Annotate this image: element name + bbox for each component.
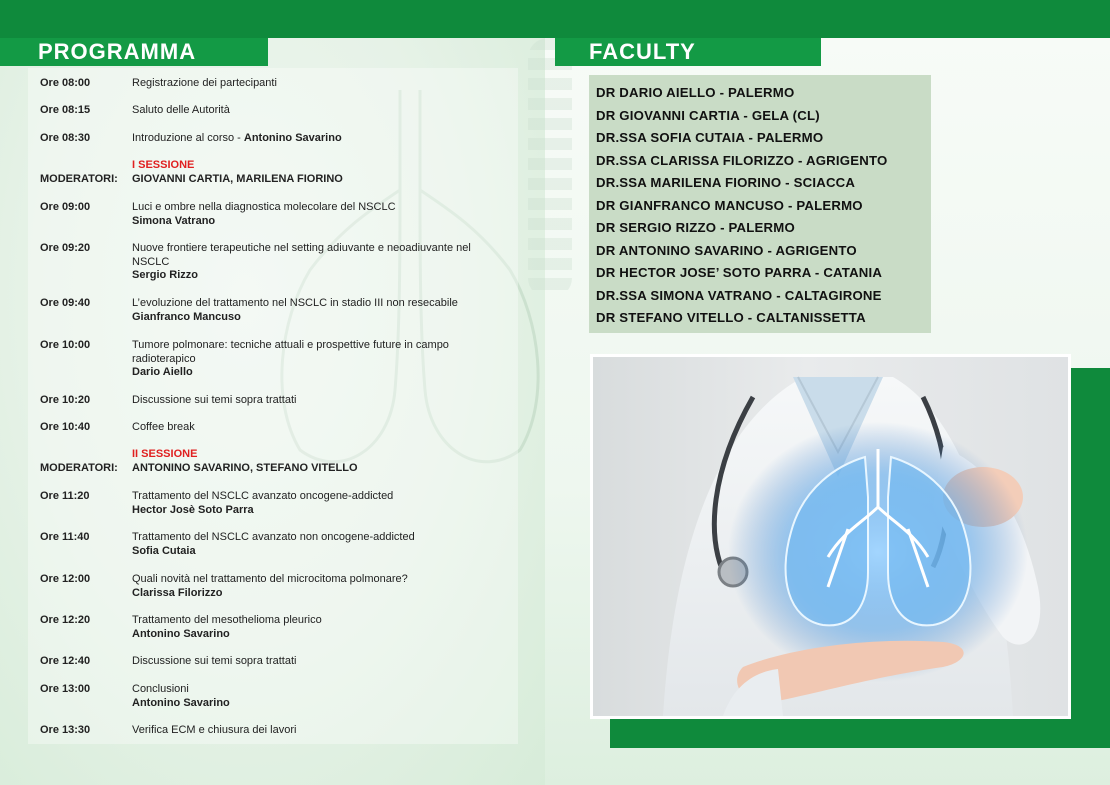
agenda-item	[132, 490, 502, 517]
agenda-time: Ore 10:00	[40, 339, 91, 351]
faculty-member: DR GIANFRANCO MANCUSO - PALERMO	[596, 197, 863, 213]
agenda-speaker: Antonino Savarino	[132, 627, 230, 640]
session-block	[132, 159, 502, 173]
agenda-speaker: Clarissa Filorizzo	[132, 586, 223, 599]
agenda-speaker: Sofia Cutaia	[132, 544, 196, 557]
agenda-speaker: Simona Vatrano	[132, 214, 216, 227]
agenda-item	[132, 297, 502, 324]
moderators-names: GIOVANNI CARTIA, MARILENA FIORINO	[132, 173, 343, 185]
agenda-item	[132, 242, 502, 283]
faculty-member: DR ANTONINO SAVARINO - AGRIGENTO	[596, 242, 857, 258]
faculty-member: DR.SSA CLARISSA FILORIZZO - AGRIGENTO	[596, 152, 888, 168]
doctor-lungs-photo	[590, 354, 1071, 719]
top-green-band	[0, 0, 1110, 38]
faculty-list	[589, 75, 931, 330]
agenda-time: Ore 08:00	[40, 77, 91, 89]
agenda-item	[132, 573, 502, 600]
agenda-text: Conclusioni	[132, 683, 189, 695]
agenda-text: Quali novità nel trattamento del microcitoma polmonare?	[132, 573, 408, 585]
doctor-holding-lungs-icon	[593, 357, 1068, 716]
agenda-time: Ore 09:20	[40, 242, 91, 254]
agenda-time: Ore 08:30	[40, 132, 91, 144]
agenda-text: Coffee break	[132, 421, 195, 433]
agenda-time: Ore 10:40	[40, 421, 91, 433]
faculty-panel	[589, 75, 931, 333]
agenda-text: Introduzione al corso -	[132, 132, 244, 144]
faculty-member: DR.SSA SOFIA CUTAIA - PALERMO	[596, 130, 824, 145]
agenda-text-with-speaker	[132, 132, 502, 146]
agenda-text: Luci e ombre nella diagnostica molecolare del NSCLC	[132, 201, 396, 213]
programma-title: PROGRAMMA	[0, 38, 268, 66]
agenda-text: Registrazione dei partecipanti	[132, 77, 277, 89]
agenda-speaker: Hector Josè Soto Parra	[132, 503, 254, 516]
faculty-member: DR.SSA SIMONA VATRANO - CALTAGIRONE	[596, 287, 882, 303]
agenda-time: Ore 12:00	[40, 573, 91, 585]
agenda-time: Ore 13:00	[40, 683, 91, 695]
agenda-item	[132, 339, 502, 380]
faculty-member: DR HECTOR JOSE’ SOTO PARRA - CATANIA	[596, 265, 883, 280]
agenda-item	[132, 201, 502, 228]
agenda-text: Saluto delle Autorità	[132, 104, 230, 116]
agenda-speaker: Antonino Savarino	[132, 696, 230, 709]
agenda-text: Nuove frontiere terapeutiche nel setting adiuvante e neoadiuvante nel NSCLC	[132, 242, 471, 268]
moderators-names: ANTONINO SAVARINO, STEFANO VITELLO	[132, 462, 358, 474]
faculty-member: DR DARIO AIELLO - PALERMO	[596, 85, 795, 100]
faculty-member: DR STEFANO VITELLO - CALTANISSETTA	[596, 310, 866, 325]
agenda-speaker: Antonino Savarino	[243, 132, 342, 144]
agenda-text: Tumore polmonare: tecniche attuali e prospettive future in campo radioterapico	[132, 339, 449, 365]
faculty-member: DR.SSA MARILENA FIORINO - SCIACCA	[596, 175, 856, 190]
moderators-label: MODERATORI:	[40, 462, 118, 474]
agenda-text: Verifica ECM e chiusura dei lavori	[132, 724, 297, 736]
session-label: I SESSIONE	[132, 159, 195, 171]
agenda-speaker: Dario Aiello	[132, 366, 193, 378]
session-block	[132, 448, 502, 462]
agenda-time: Ore 11:40	[40, 531, 90, 543]
agenda-text: Trattamento del mesothelioma pleurico	[132, 614, 322, 626]
agenda-text: Discussione sui temi sopra trattati	[132, 655, 297, 667]
agenda-time: Ore 09:40	[40, 297, 91, 309]
agenda-text: Discussione sui temi sopra trattati	[132, 394, 297, 406]
agenda-time: Ore 08:15	[40, 104, 91, 116]
faculty-title: FACULTY	[555, 38, 821, 66]
agenda-text: Trattamento del NSCLC avanzato non oncogene-addicted	[132, 531, 415, 543]
session-label: II SESSIONE	[132, 448, 198, 460]
agenda-item	[132, 614, 502, 641]
faculty-member: DR SERGIO RIZZO - PALERMO	[596, 220, 795, 235]
faculty-member: DR GIOVANNI CARTIA - GELA (CL)	[596, 107, 820, 123]
agenda-item	[132, 531, 502, 558]
moderators-label: MODERATORI:	[40, 173, 118, 185]
agenda-speaker: Sergio Rizzo	[132, 269, 199, 281]
agenda-time: Ore 12:20	[40, 614, 91, 626]
agenda-time: Ore 13:30	[40, 724, 91, 736]
agenda-time: Ore 09:00	[40, 201, 91, 213]
agenda-time: Ore 12:40	[40, 655, 91, 667]
agenda-text: Trattamento del NSCLC avanzato oncogene-addicted	[132, 490, 394, 502]
agenda-time: Ore 11:20	[40, 490, 90, 502]
agenda-item	[132, 683, 502, 710]
agenda-speaker: Gianfranco Mancuso	[132, 310, 241, 323]
agenda-text: L’evoluzione del trattamento nel NSCLC in stadio III non resecabile	[132, 297, 458, 309]
agenda-time: Ore 10:20	[40, 394, 91, 406]
